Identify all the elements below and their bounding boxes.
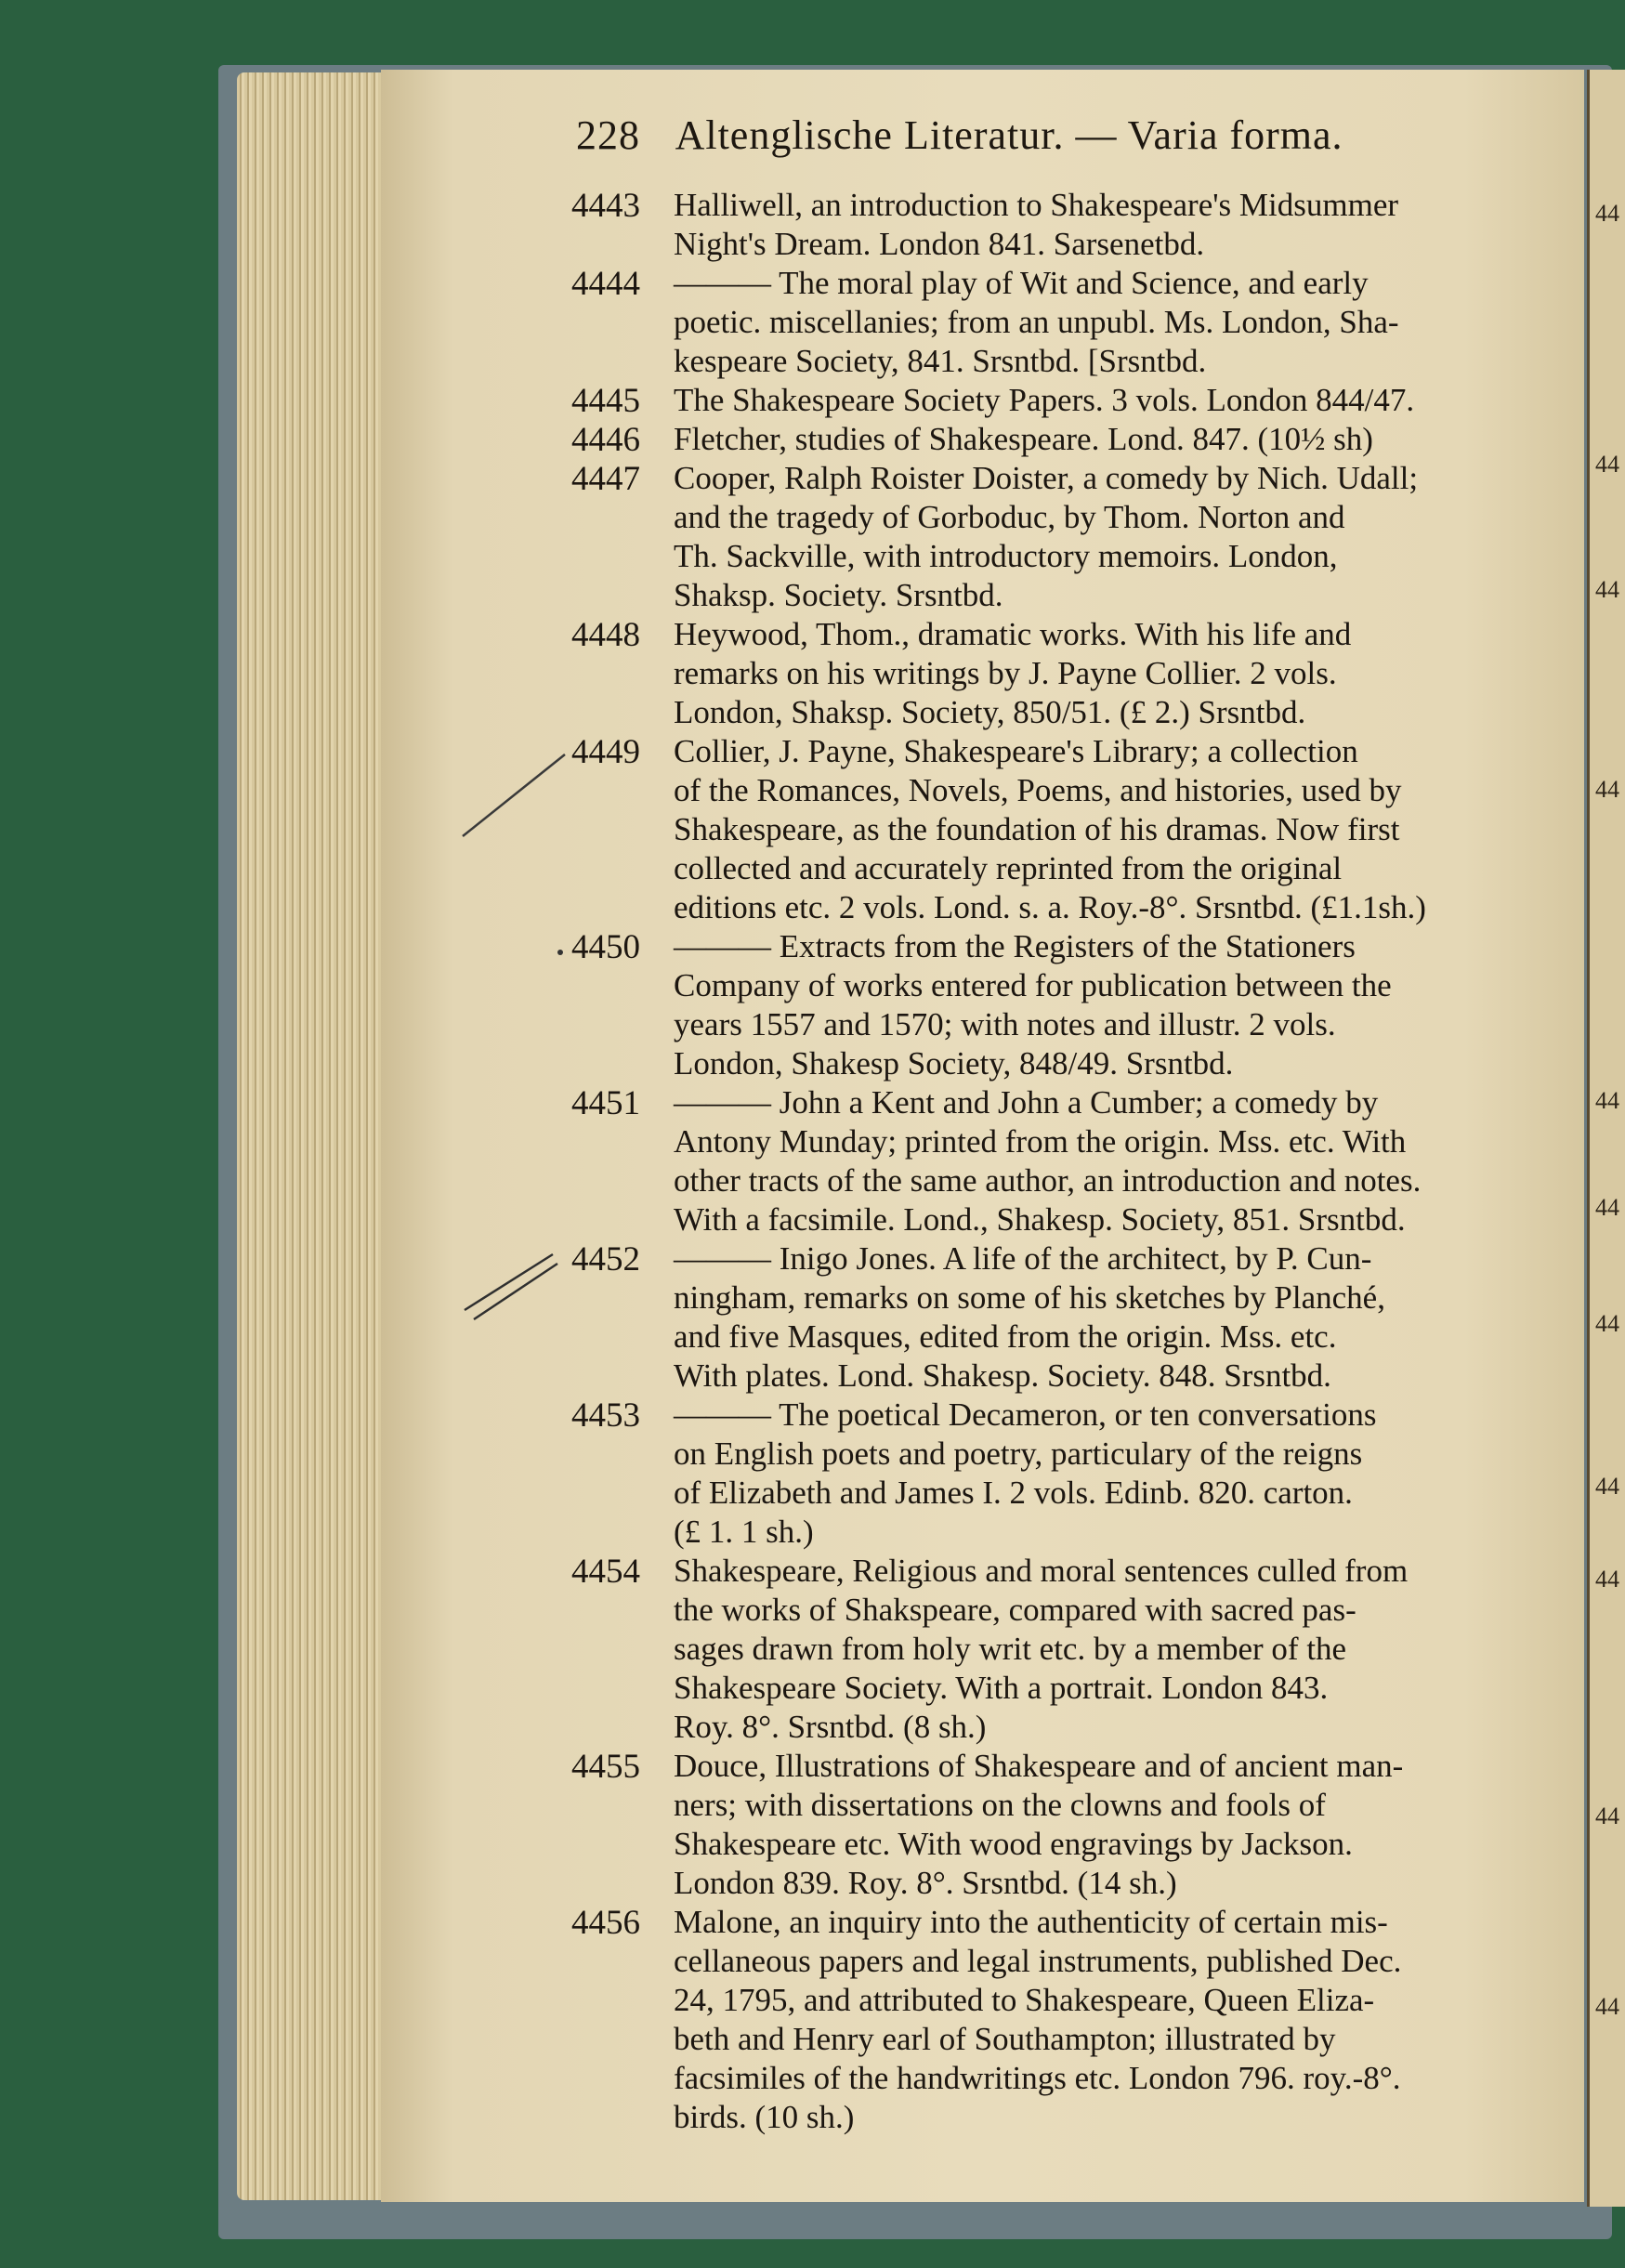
entry-line: ningham, remarks on some of his sketches by Planché, [674, 1279, 1385, 1316]
catalogue-entry [571, 1396, 1584, 1552]
entry-line: Night's Dream. London 841. Sarsenetbd. [674, 226, 1205, 262]
next-page-fragment: 44 [1595, 1803, 1619, 1829]
entry-number: 4452 [571, 1240, 640, 1278]
header-title: Altenglische Literatur. — Varia forma. [675, 112, 1343, 158]
entry-line: Fletcher, studies of Shakespeare. Lond. 847. (10½ sh) [674, 421, 1373, 457]
catalogue-entry [571, 1747, 1584, 1903]
entry-line: on English poets and poetry, particulary of the reigns [674, 1436, 1363, 1472]
entry-number: 4451 [571, 1084, 640, 1122]
catalogue-entry [571, 264, 1584, 381]
entry-line: other tracts of the same author, an introduction and notes. [674, 1162, 1422, 1199]
next-page-fragment: 44 [1595, 576, 1619, 603]
entry-line: facsimiles of the handwritings etc. London 796. roy.-8°. [674, 2060, 1401, 2096]
entry-line: Shakespeare, Religious and moral sentences culled from [674, 1553, 1409, 1589]
entry-line: ——— John a Kent and John a Cumber; a comedy by [674, 1084, 1379, 1121]
catalogue-entry [571, 459, 1584, 615]
running-header [576, 111, 1505, 158]
entry-line: cellaneous papers and legal instruments, published Dec. [674, 1943, 1402, 1979]
entry-line: Collier, J. Payne, Shakespeare's Library; a collection [674, 733, 1358, 769]
entry-line: Shakespeare etc. With wood engravings by Jackson. [674, 1826, 1353, 1862]
entry-line: kespeare Society, 841. Srsntbd. [Srsntbd. [674, 343, 1207, 379]
entry-line: Shakespeare Society. With a portrait. London 843. [674, 1670, 1329, 1706]
next-page-edge [1587, 70, 1625, 2207]
entry-number: 4450 [571, 928, 640, 966]
entry-line: Th. Sackville, with introductory memoirs. London, [674, 538, 1338, 574]
catalogue-entry [571, 186, 1584, 264]
entry-line: Company of works entered for publication between the [674, 967, 1392, 1003]
page-number: 228 [576, 112, 640, 158]
next-page-fragment: 44 [1595, 1993, 1619, 2020]
entry-line: collected and accurately reprinted from the original [674, 850, 1343, 886]
entry-line: The Shakespeare Society Papers. 3 vols. London 844/47. [674, 382, 1415, 418]
entry-number: 4456 [571, 1904, 640, 1942]
catalogue-entry [571, 927, 1584, 1083]
entry-line: With plates. Lond. Shakesp. Society. 848. Srsntbd. [674, 1357, 1331, 1394]
entry-line: ners; with dissertations on the clowns and fools of [674, 1787, 1326, 1823]
entry-line: London, Shaksp. Society, 850/51. (£ 2.) Srsntbd. [674, 694, 1306, 730]
entry-line: 24, 1795, and attributed to Shakespeare, Queen Eliza- [674, 1982, 1375, 2018]
catalogue-entry [571, 381, 1584, 420]
entry-line: and five Masques, edited from the origin. Mss. etc. [674, 1318, 1337, 1355]
entry-line: Douce, Illustrations of Shakespeare and of ancient man- [674, 1748, 1404, 1784]
entry-number: 4444 [571, 265, 640, 303]
entry-line: the works of Shakspeare, compared with sacred pas- [674, 1592, 1356, 1628]
next-page-fragment: 44 [1595, 776, 1619, 803]
entry-number: 4454 [571, 1553, 640, 1591]
entry-line: Shakespeare, as the foundation of his dramas. Now first [674, 811, 1400, 847]
catalogue-entry [571, 1083, 1584, 1239]
page-edges [237, 72, 386, 2200]
entry-number: 4455 [571, 1748, 640, 1786]
entry-line: London 839. Roy. 8°. Srsntbd. (14 sh.) [674, 1865, 1177, 1901]
entry-line: Heywood, Thom., dramatic works. With his life and [674, 616, 1352, 652]
catalogue-entry [571, 1239, 1584, 1396]
entry-number: 4449 [571, 733, 640, 771]
catalogue-entry [571, 1552, 1584, 1747]
next-page-fragment: 44 [1595, 1566, 1619, 1593]
entry-number: 4447 [571, 460, 640, 498]
catalogue-entry [571, 1903, 1584, 2137]
entry-line: Malone, an inquiry into the authenticity of certain mis- [674, 1904, 1388, 1940]
entry-line: years 1557 and 1570; with notes and illustr. 2 vols. [674, 1006, 1336, 1042]
pencil-dot-4450 [554, 946, 567, 959]
entry-line: Antony Munday; printed from the origin. Mss. etc. With [674, 1123, 1407, 1160]
next-page-fragment: 44 [1595, 1310, 1619, 1337]
catalogue-entry [571, 615, 1584, 732]
entry-number: 4448 [571, 616, 640, 654]
entry-line: Cooper, Ralph Roister Doister, a comedy by Nich. Udall; [674, 460, 1419, 496]
entry-line: ——— Inigo Jones. A life of the architect, by P. Cun- [674, 1240, 1372, 1277]
entry-number: 4445 [571, 382, 640, 420]
entry-line: ——— The poetical Decameron, or ten conversations [674, 1396, 1377, 1433]
entry-line: With a facsimile. Lond., Shakesp. Society, 851. Srsntbd. [674, 1201, 1406, 1238]
entry-number: 4446 [571, 421, 640, 459]
entry-line: beth and Henry earl of Southampton; illustrated by [674, 2021, 1336, 2057]
entry-line: remarks on his writings by J. Payne Collier. 2 vols. [674, 655, 1337, 691]
next-page-fragment: 44 [1595, 451, 1619, 478]
entry-line: London, Shakesp Society, 848/49. Srsntbd. [674, 1045, 1234, 1082]
entry-number: 4443 [571, 187, 640, 225]
catalogue-entries [571, 186, 1584, 2137]
entry-line: of Elizabeth and James I. 2 vols. Edinb. 820. carton. [674, 1475, 1353, 1511]
entry-line: of the Romances, Novels, Poems, and histories, used by [674, 772, 1402, 808]
entry-number: 4453 [571, 1396, 640, 1435]
entry-line: ——— Extracts from the Registers of the Stationers [674, 928, 1356, 964]
entry-line: birds. (10 sh.) [674, 2099, 855, 2135]
entry-line: editions etc. 2 vols. Lond. s. a. Roy.-8°. Srsntbd. (£1.1sh.) [674, 889, 1426, 925]
pencil-mark-4449 [455, 743, 576, 846]
catalogue-entry [571, 732, 1584, 927]
pencil-mark-4452 [455, 1245, 567, 1329]
entry-line: Shaksp. Society. Srsntbd. [674, 577, 1003, 613]
next-page-fragment: 44 [1595, 1473, 1619, 1500]
entry-line: and the tragedy of Gorboduc, by Thom. Norton and [674, 499, 1345, 535]
entry-line: (£ 1. 1 sh.) [674, 1514, 814, 1550]
next-page-fragment: 44 [1595, 200, 1619, 227]
entry-line: ——— The moral play of Wit and Science, and early [674, 265, 1369, 301]
entry-line: poetic. miscellanies; from an unpubl. Ms. London, Sha- [674, 304, 1399, 340]
catalogue-entry [571, 420, 1584, 459]
entry-line: sages drawn from holy writ etc. by a member of the [674, 1631, 1347, 1667]
entry-line: Roy. 8°. Srsntbd. (8 sh.) [674, 1709, 987, 1745]
next-page-fragment: 44 [1595, 1087, 1619, 1114]
entry-line: Halliwell, an introduction to Shakespeare's Midsummer [674, 187, 1399, 223]
next-page-fragment: 44 [1595, 1194, 1619, 1221]
